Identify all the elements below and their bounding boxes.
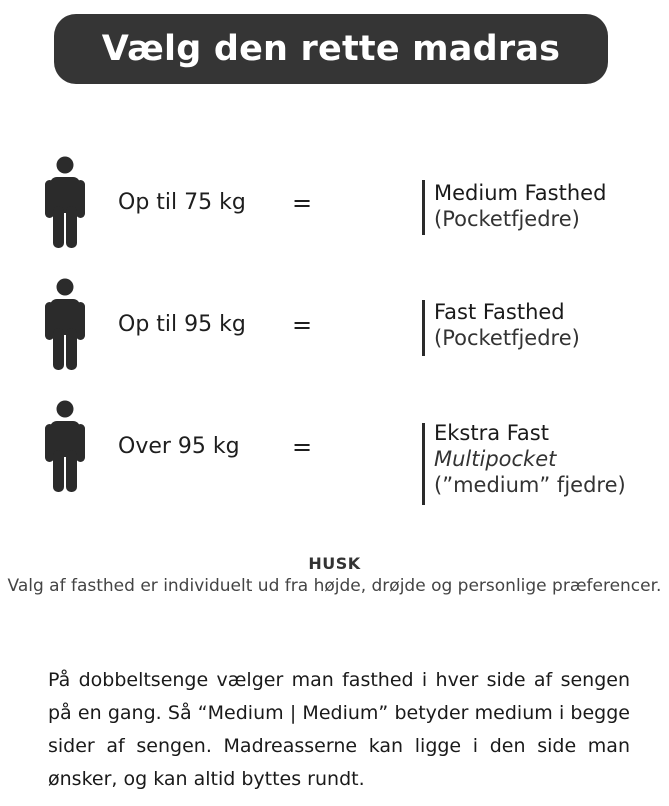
person-icon (44, 400, 86, 492)
firmness-result (434, 420, 626, 498)
firmness-type: (Pocketfjedre) (434, 207, 580, 231)
person-icon (44, 156, 86, 248)
equals-sign: = (292, 433, 313, 461)
firmness-type: (Pocketfjedre) (434, 326, 580, 350)
equals-sign: = (292, 189, 313, 217)
reminder-section (0, 554, 669, 596)
reminder-text: Valg af fasthed er individuelt ud fra højde, drøjde og personlige præferencer. (7, 576, 662, 596)
person-icon (44, 278, 86, 370)
title-banner (54, 14, 608, 84)
spring-model: Multipocket (434, 447, 557, 471)
weight-label: Op til 75 kg (118, 190, 246, 215)
firmness-name: Fast Fasthed (434, 300, 565, 324)
page-title: Vælg den rette madras (101, 29, 561, 69)
divider-line (422, 180, 425, 235)
firmness-result (434, 180, 606, 232)
firmness-row-2 (0, 278, 669, 378)
divider-line (422, 300, 425, 356)
firmness-row-1 (0, 156, 669, 256)
divider-line (422, 423, 425, 505)
equals-sign: = (292, 311, 313, 339)
firmness-result (434, 299, 580, 351)
reminder-title: HUSK (308, 554, 361, 573)
weight-label: Op til 95 kg (118, 312, 246, 337)
firmness-row-3 (0, 400, 669, 510)
weight-label: Over 95 kg (118, 434, 240, 459)
firmness-name: Medium Fasthed (434, 181, 607, 205)
firmness-type: (”medium” fjedre) (434, 473, 626, 497)
firmness-name: Ekstra Fast (434, 421, 549, 445)
double-bed-info: På dobbeltsenge vælger man fasthed i hver side af sengen på en gang. Så “Medium | Medium” betyder medium i begge sider af sengen. Madreasserne kan ligge i den side man ønsker, og kan altid byttes rundt. (48, 669, 630, 790)
